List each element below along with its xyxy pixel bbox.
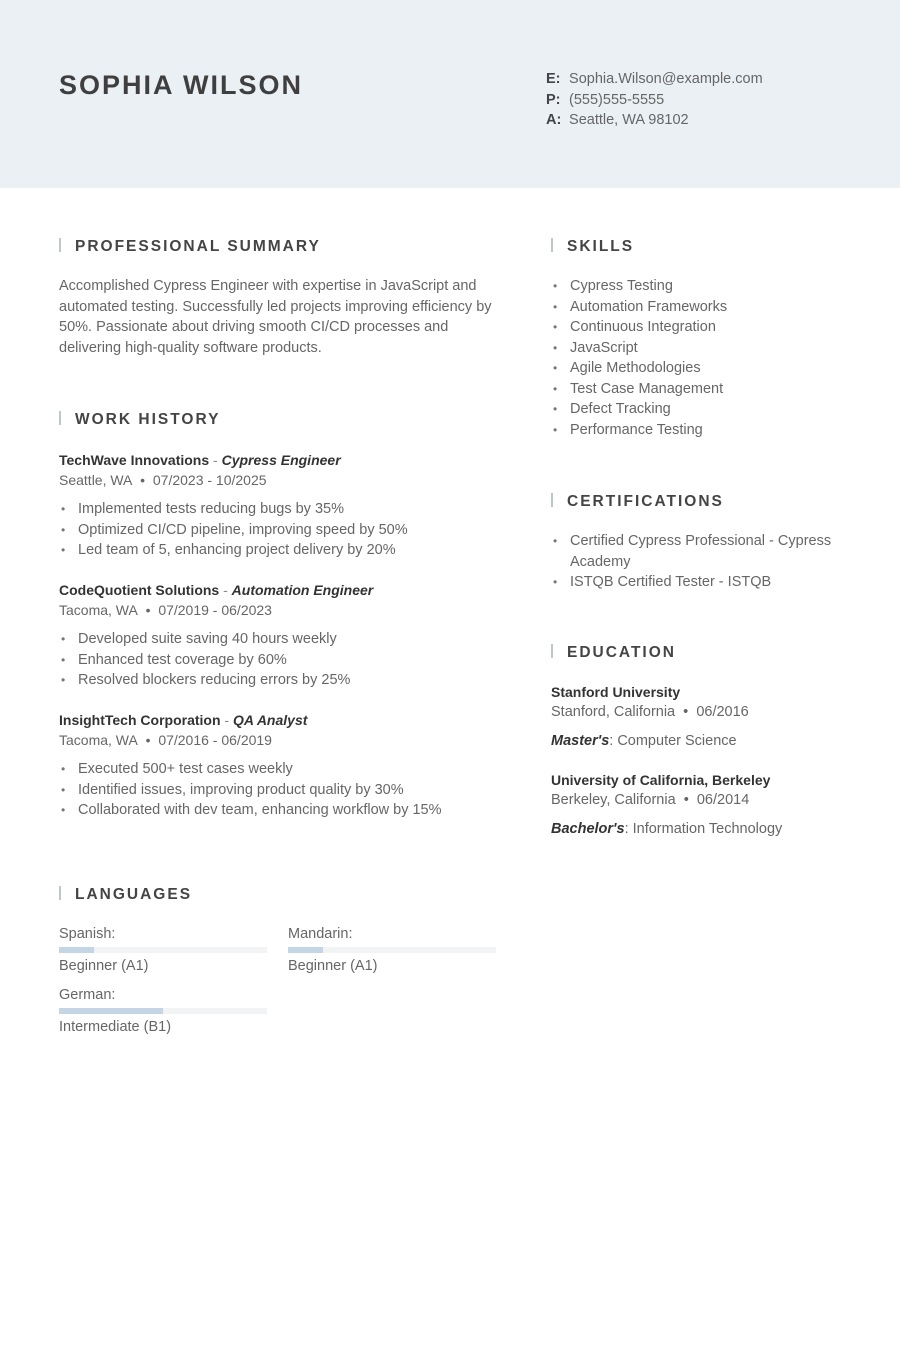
list-item: • Resolved blockers reducing errors by 25%: [59, 670, 504, 691]
company-name: TechWave Innovations: [59, 452, 210, 468]
list-item: • Collaborated with dev team, enhancing workflow by 15%: [59, 800, 504, 821]
list-item: • Defect Tracking: [551, 399, 851, 420]
contact-label: A:: [546, 112, 562, 128]
list-item: • Led team of 5, enhancing project delivery by 20%: [59, 540, 504, 561]
proficiency-bar: [59, 947, 267, 953]
section-divider: [551, 644, 553, 658]
company-name: InsightTech Corporation: [59, 712, 221, 728]
job-entry: [59, 710, 504, 821]
job-bullets: [59, 629, 504, 691]
phone-value[interactable]: (555)555-5555: [569, 91, 665, 108]
address-value: Seattle, WA 98102: [569, 112, 689, 128]
proficiency-bar: [288, 947, 496, 953]
list-item: • ISTQB Certified Tester - ISTQB: [551, 572, 841, 593]
company-name: CodeQuotient Solutions: [59, 582, 220, 598]
list-item: • Cypress Testing: [551, 276, 851, 297]
language-name: German:: [59, 987, 116, 1003]
section-title-summary: PROFESSIONAL SUMMARY: [59, 237, 321, 257]
list-item: • Implemented tests reducing bugs by 35%: [59, 499, 504, 520]
job-heading: TechWave Innovations - Cypress Engineer: [59, 452, 341, 468]
contact-address: [546, 110, 763, 131]
contact-label: P:: [546, 91, 561, 108]
job-location-dates: Seattle, WA • 07/2023 - 10/2025: [59, 472, 267, 488]
section-title-skills: SKILLS: [551, 237, 634, 257]
section-title-languages: LANGUAGES: [59, 885, 192, 905]
proficiency-fill: [288, 947, 323, 953]
resume-header: [0, 0, 900, 188]
school-name: Stanford University: [551, 684, 681, 700]
job-heading: InsightTech Corporation - QA Analyst: [59, 712, 308, 728]
job-role: Cypress Engineer: [221, 452, 341, 468]
job-bullets: [59, 499, 504, 561]
summary-text: Accomplished Cypress Engineer with expertise in JavaScript and automated testing. Successfully led projects improving efficiency by 50%. Passionate about driving smooth CI/CD processes and delivering high-quality software products.: [59, 278, 492, 356]
language-name: Mandarin:: [288, 926, 353, 942]
section-title-work-history: WORK HISTORY: [59, 410, 220, 430]
proficiency-bar: [59, 1008, 267, 1014]
education-entry: [551, 682, 851, 751]
degree: Bachelor's: Information Technology: [551, 821, 783, 837]
list-item: • Test Case Management: [551, 379, 851, 400]
email-value[interactable]: Sophia.Wilson@example.com: [569, 71, 763, 87]
certifications-list: [551, 531, 841, 593]
job-location-dates: Tacoma, WA • 07/2019 - 06/2023: [59, 602, 272, 618]
language-mandarin: [288, 924, 496, 976]
language-level: Intermediate (B1): [59, 1019, 172, 1035]
job-role: QA Analyst: [232, 712, 308, 728]
job-location-dates: Tacoma, WA • 07/2016 - 06/2019: [59, 732, 272, 748]
section-title-certifications: CERTIFICATIONS: [551, 492, 724, 512]
list-item: • Continuous Integration: [551, 317, 851, 338]
section-divider: [551, 238, 553, 252]
list-item: • Enhanced test coverage by 60%: [59, 650, 504, 671]
section-divider: [59, 886, 61, 900]
language-spanish: [59, 924, 267, 976]
job-role: Automation Engineer: [231, 582, 374, 598]
list-item: • Developed suite saving 40 hours weekly: [59, 629, 504, 650]
language-german: [59, 985, 267, 1037]
skills-list: [551, 276, 851, 440]
list-item: • Executed 500+ test cases weekly: [59, 759, 504, 780]
proficiency-fill: [59, 1008, 163, 1014]
language-name: Spanish:: [59, 926, 116, 942]
degree: Master's: Computer Science: [551, 733, 737, 749]
job-entry: [59, 450, 504, 561]
education-entry: [551, 770, 851, 839]
list-item: • Performance Testing: [551, 420, 851, 441]
list-item: • Agile Methodologies: [551, 358, 851, 379]
section-title-education: EDUCATION: [551, 643, 676, 663]
section-divider: [551, 493, 553, 507]
contact-email: [546, 69, 763, 90]
school-location-date: Berkeley, California • 06/2014: [551, 792, 750, 808]
candidate-name: SOPHIA WILSON: [59, 70, 304, 100]
list-item: • JavaScript: [551, 338, 851, 359]
contact-block: [546, 69, 763, 131]
section-divider: [59, 411, 61, 425]
section-divider: [59, 238, 61, 252]
job-bullets: [59, 759, 504, 821]
list-item: • Optimized CI/CD pipeline, improving speed by 50%: [59, 520, 504, 541]
list-item: • Identified issues, improving product quality by 30%: [59, 780, 504, 801]
proficiency-fill: [59, 947, 94, 953]
school-name: University of California, Berkeley: [551, 772, 771, 788]
language-level: Beginner (A1): [288, 958, 378, 974]
contact-phone: [546, 90, 763, 111]
school-location-date: Stanford, California • 06/2016: [551, 704, 749, 720]
job-entry: [59, 580, 504, 691]
job-heading: CodeQuotient Solutions - Automation Engineer: [59, 582, 374, 598]
list-item: • Automation Frameworks: [551, 297, 851, 318]
list-item: • Certified Cypress Professional - Cypress Academy: [551, 531, 841, 572]
language-level: Beginner (A1): [59, 958, 149, 974]
contact-label: E:: [546, 71, 561, 87]
